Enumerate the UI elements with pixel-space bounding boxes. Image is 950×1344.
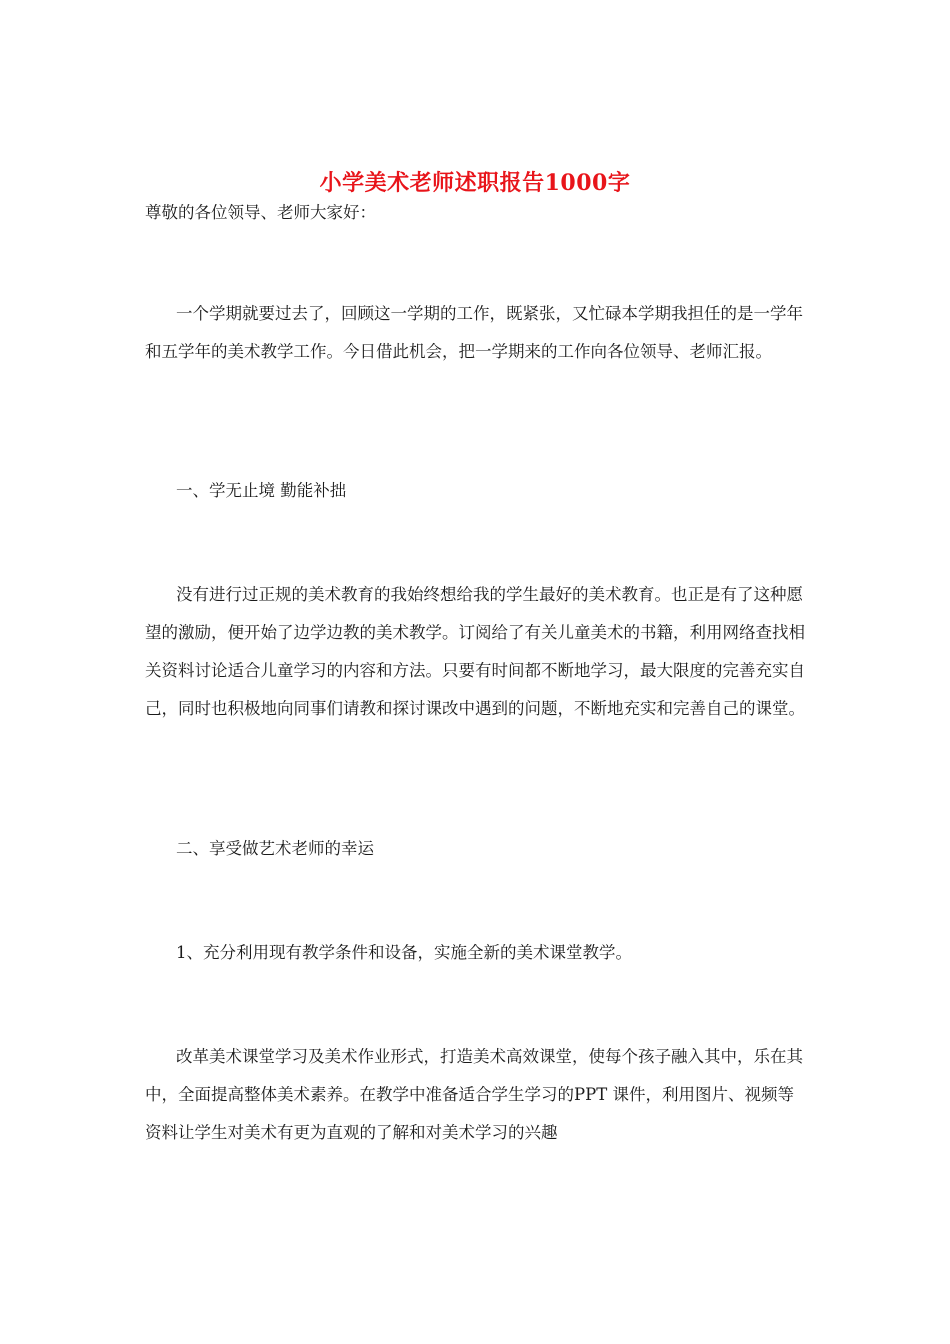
salutation: 尊敬的各位领导、老师大家好： xyxy=(145,203,376,222)
document-title: 小学美术老师述职报告1000字 xyxy=(319,169,631,196)
section-heading-2: 二、享受做艺术老师的幸运 xyxy=(176,839,374,858)
section-heading-1: 一、学无止境 勤能补拙 xyxy=(176,481,347,500)
section-1-paragraph: 没有进行过正规的美术教育的我始终想给我的学生最好的美术教育。也正是有了这种愿望的激励，便开始了边学边教的美术教学。订阅给了有关儿童美术的书籍，利用网络查找相关资料讨论适合儿童学习的内容和方法。只要有时间都不断地学习，最大限度的完善充实自己，同时也积极地向同事们请教和探讨课改中遇到的问题，不断地充实和完善自己的课堂。 xyxy=(145,585,805,718)
subsection-heading-1: 1、充分利用现有教学条件和设备，实施全新的美术课堂教学。 xyxy=(176,943,632,962)
intro-paragraph: 一个学期就要过去了，回顾这一学期的工作，既紧张，又忙碌本学期我担任的是一学年和五学年的美术教学工作。今日借此机会，把一学期来的工作向各位领导、老师汇报。 xyxy=(145,304,803,361)
subsection-1-paragraph: 改革美术课堂学习及美术作业形式，打造美术高效课堂，使每个孩子融入其中，乐在其中，全面提高整体美术素养。在教学中准备适合学生学习的PPT 课件，利用图片、视频等资料让学生对美术有更为直观的了解和对美术学习的兴趣 xyxy=(145,1047,803,1142)
